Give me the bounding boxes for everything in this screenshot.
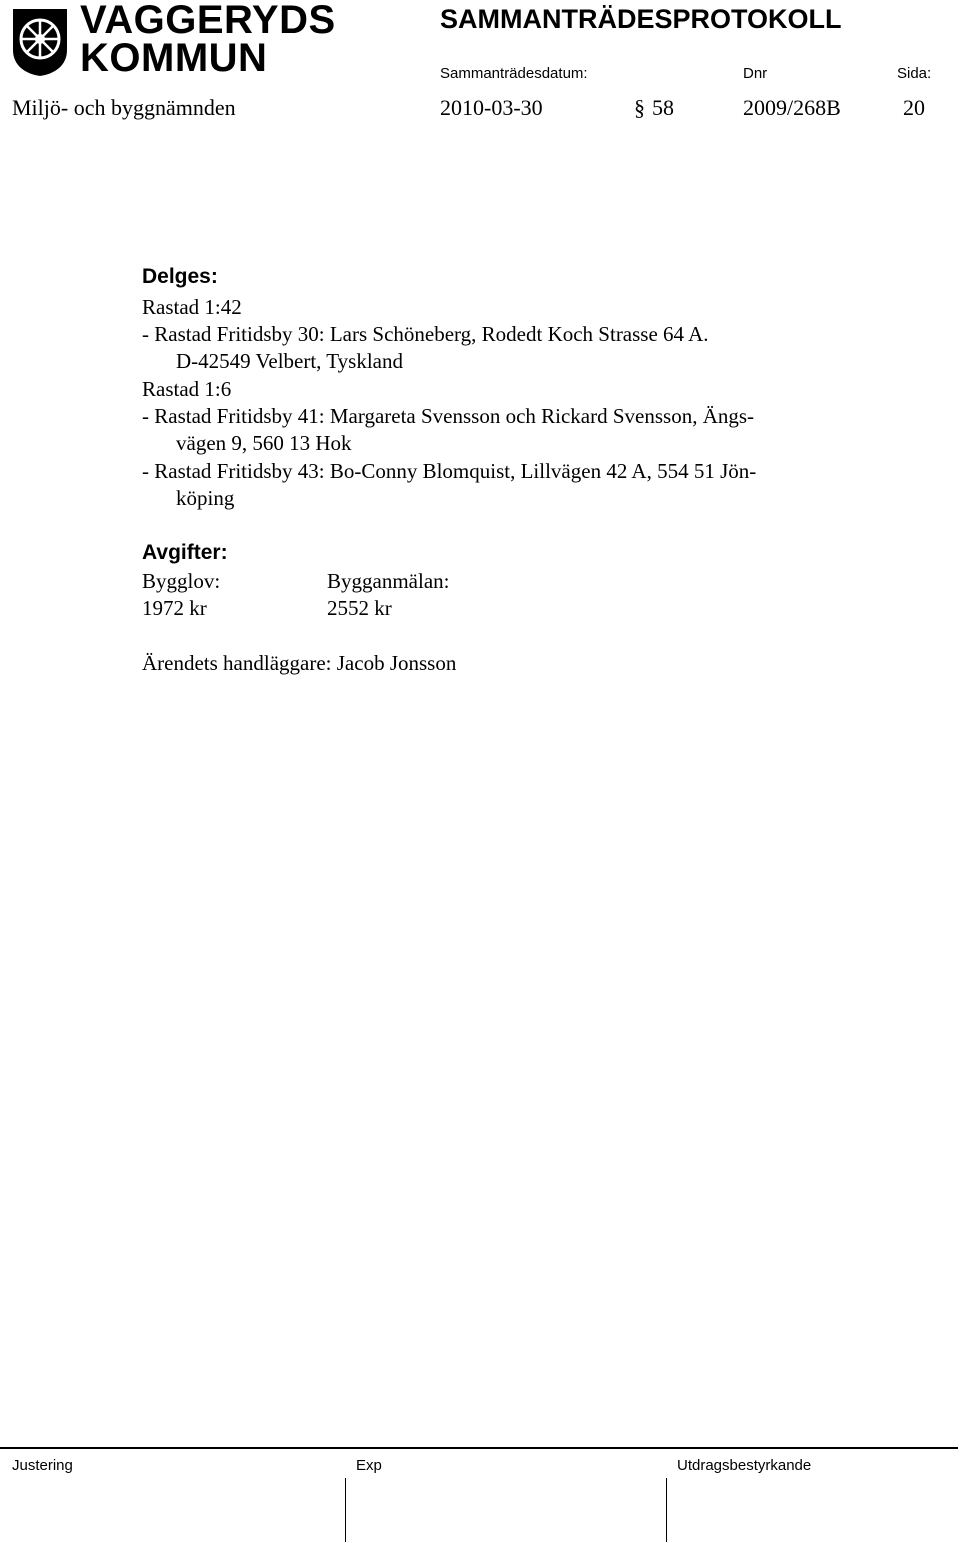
delges-item-3-line-1: - Rastad Fritidsby 43: Bo-Conny Blomquist, Lillvägen 42 A, 554 51 Jön- [142, 459, 757, 483]
delges-property-1: Rastad 1:42 [142, 295, 242, 319]
meeting-date-label: Sammanträdesdatum: [440, 65, 588, 82]
footer-divider [0, 1447, 958, 1449]
org-name-line1: VAGGERYDS [80, 0, 336, 42]
delges-heading: Delges: [142, 265, 218, 288]
paragraph-symbol: § [634, 95, 645, 120]
document-type-title: SAMMANTRÄDESPROTOKOLL [440, 4, 842, 34]
meeting-date-value: 2010-03-30 [440, 95, 543, 120]
delges-item-1-line-2: D-42549 Velbert, Tyskland [176, 349, 403, 373]
avgifter-heading: Avgifter: [142, 541, 228, 564]
bygganmalan-fee: 2552 kr [327, 596, 392, 620]
signature-divider-2 [666, 1478, 667, 1542]
paragraph-number: 58 [652, 95, 674, 120]
bygglov-label: Bygglov: [142, 569, 221, 593]
delges-item-3-line-2: köping [176, 486, 235, 510]
footer-exp-label: Exp [356, 1457, 382, 1474]
case-officer: Ärendets handläggare: Jacob Jonsson [142, 651, 457, 675]
delges-item-2-line-2: vägen 9, 560 13 Hok [176, 431, 352, 455]
org-name-line2: KOMMUN [80, 36, 268, 80]
page-label: Sida: [897, 65, 932, 82]
signature-divider-1 [345, 1478, 346, 1542]
footer-utdrag-label: Utdragsbestyrkande [677, 1457, 812, 1474]
delges-item-1-line-1: - Rastad Fritidsby 30: Lars Schöneberg, Rodedt Koch Strasse 64 A. [142, 322, 709, 346]
footer-justering-label: Justering [12, 1457, 73, 1474]
bygganmalan-label: Bygganmälan: [327, 569, 450, 593]
committee-name: Miljö- och byggnämnden [12, 95, 236, 120]
dnr-value: 2009/268B [743, 95, 841, 120]
dnr-label: Dnr [743, 65, 768, 82]
delges-property-2: Rastad 1:6 [142, 377, 232, 401]
page-number: 20 [903, 95, 925, 120]
municipality-crest-icon [10, 6, 70, 78]
delges-item-2-line-1: - Rastad Fritidsby 41: Margareta Svensson och Rickard Svensson, Ängs- [142, 404, 755, 428]
bygglov-fee: 1972 kr [142, 596, 207, 620]
